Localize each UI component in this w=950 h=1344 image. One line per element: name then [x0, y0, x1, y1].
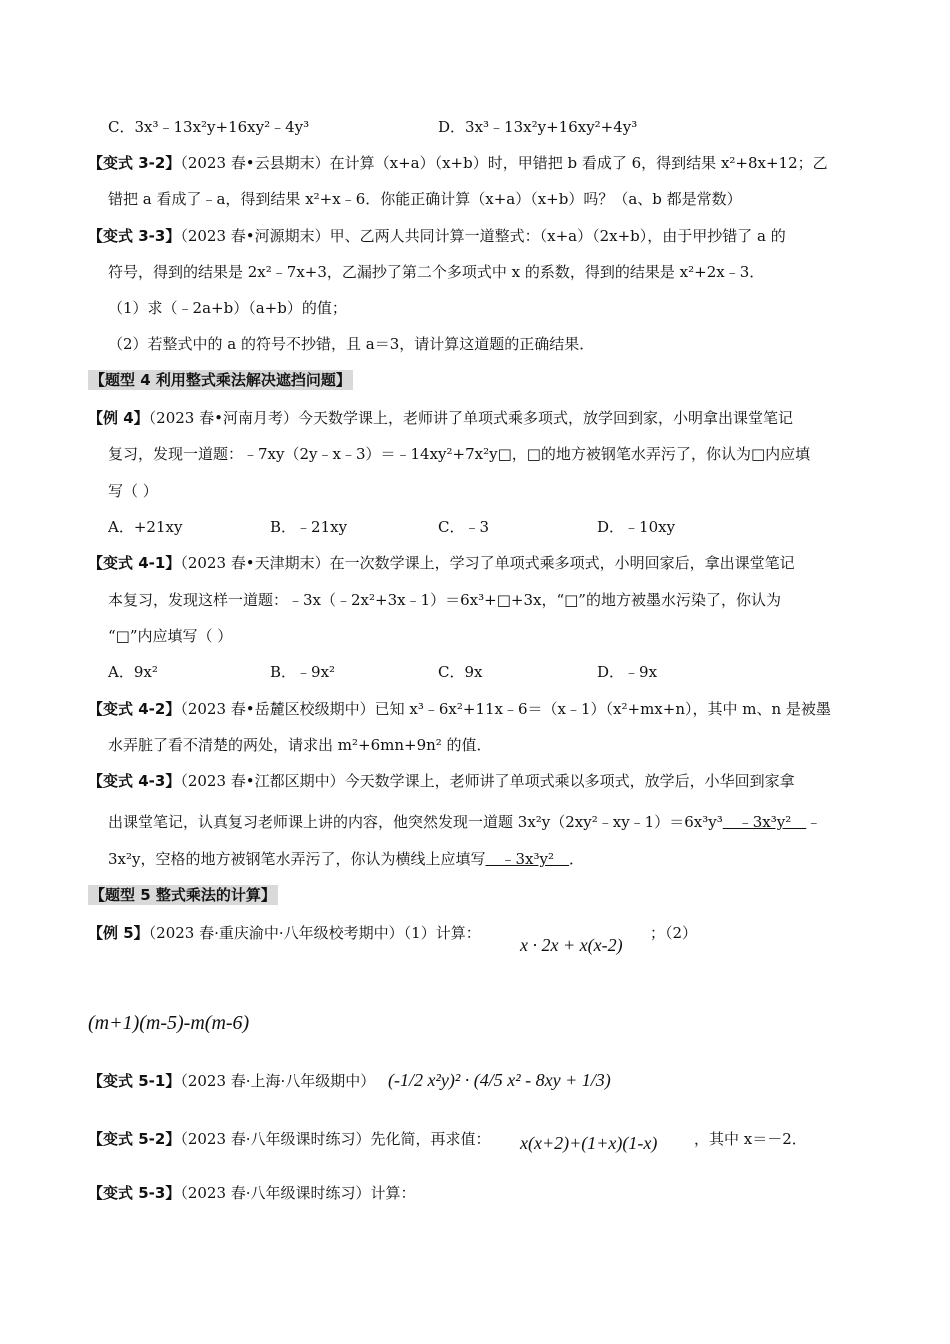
variant-text: （2023 春·八年级课时练习）计算： — [180, 1184, 416, 1202]
variant-tag: 【变式 4-1】 — [88, 554, 181, 572]
variant-5-3-line — [88, 1183, 416, 1203]
variant-5-1-expr: (-1/2 x²y)² · (4/5 x² - 8xy + 1/3) — [388, 1070, 611, 1090]
variant-4-2-line2: 水弄脏了看不清楚的两处，请求出 m²+6mn+9n² 的值． — [108, 736, 492, 754]
variant-3-3-line1 — [88, 226, 786, 246]
example-text: （2023 春·重庆渝中·八年级校考期中）（1）计算： — [148, 924, 481, 942]
example-tag: 【例 4】 — [88, 409, 149, 427]
variant-text: （2023 春•云县期末）在计算（x+a）（x+b）时，甲错把 b 看成了 6，得到结果 x²+8x+12；乙 — [180, 154, 828, 172]
example-4-option-c: C．﹣3 — [438, 518, 490, 536]
variant-4-3-line2 — [108, 812, 821, 832]
example-text: （2023 春•河南月考）今天数学课上，老师讲了单项式乘多项式，放学回到家，小明拿出课堂笔记 — [148, 409, 793, 427]
variant-4-1-option-c: C．9x — [438, 663, 483, 681]
answer-blank-1: ﹣3x³y² — [722, 813, 807, 831]
variant-text: 3x²y，空格的地方被钢笔水弄污了，你认为横线上应填写 — [108, 850, 486, 868]
variant-3-2-line2: 错把 a 看成了﹣a，得到结果 x²+x﹣6．你能正确计算（x+a）（x+b）吗？（a、b 都是常数） — [108, 190, 742, 208]
example-5-line1 — [88, 923, 481, 943]
variant-4-1-option-d: D．﹣9x — [597, 663, 658, 681]
variant-4-3-line3 — [108, 849, 584, 869]
variant-4-1-line3: “□”内应填写（ ） — [108, 627, 233, 645]
example-4-line2: 复习，发现一道题：﹣7xy（2y﹣x﹣3）＝﹣14xy²+7x²y□，□的地方被钢笔水弄污了，你认为□内应填 — [108, 445, 811, 463]
variant-text: （2023 春•河源期末）甲、乙两人共同计算一道整式：（x+a）（2x+b），由于甲抄错了 a 的 — [180, 227, 786, 245]
answer-blank-2: ﹣3x³y² — [485, 850, 570, 868]
variant-text: 出课堂笔记，认真复习老师课上讲的内容，他突然发现一道题 3x²y（2xy²﹣xy﹣1）＝6x³y³ — [108, 813, 723, 831]
option-d: D．3x³﹣13x²y+16xy²+4y³ — [438, 118, 638, 136]
variant-4-2-line1 — [88, 699, 831, 719]
example-5-separator: ；（2） — [650, 924, 698, 942]
example-4-option-a: A．+21xy — [108, 518, 183, 536]
example-4-option-d: D．﹣10xy — [597, 518, 676, 536]
variant-text: ﹣ — [806, 813, 822, 831]
variant-5-1-line — [88, 1071, 375, 1091]
variant-3-3-sub1: （1）求（﹣2a+b）（a+b）的值； — [108, 299, 347, 317]
variant-3-2-line1 — [88, 153, 828, 173]
variant-tag: 【变式 3-2】 — [88, 154, 181, 172]
variant-tag: 【变式 5-3】 — [88, 1184, 181, 1202]
example-4-line1 — [88, 408, 793, 428]
variant-tag: 【变式 4-3】 — [88, 772, 181, 790]
variant-5-2-expr: x(x+2)+(1+x)(1-x) — [520, 1133, 658, 1153]
variant-tag: 【变式 3-3】 — [88, 227, 181, 245]
variant-5-2-tail: ，其中 x＝－2． — [694, 1130, 807, 1148]
example-5-expr2: (m+1)(m-5)-m(m-6) — [88, 1012, 250, 1034]
variant-text: （2023 春•天津期末）在一次数学课上，学习了单项式乘多项式，小明回家后，拿出课堂笔记 — [180, 554, 795, 572]
variant-text: （2023 春·八年级课时练习）先化简，再求值： — [180, 1130, 491, 1148]
variant-text: （2023 春•岳麓区校级期中）已知 x³﹣6x²+11x﹣6＝（x﹣1）（x²+mx+n），其中 m、n 是被墨 — [180, 700, 831, 718]
example-4-option-b: B．﹣21xy — [270, 518, 348, 536]
variant-4-1-line1 — [88, 553, 795, 573]
variant-tag: 【变式 4-2】 — [88, 700, 181, 718]
variant-3-3-sub2: （2）若整式中的 a 的符号不抄错，且 a＝3，请计算这道题的正确结果． — [108, 335, 595, 353]
variant-4-1-line2: 本复习，发现这样一道题：﹣3x（﹣2x²+3x﹣1）＝6x³+□+3x，“□”的地方被墨水污染了，你认为 — [108, 591, 781, 609]
example-tag: 【例 5】 — [88, 924, 149, 942]
variant-4-1-option-a: A．9x² — [108, 663, 158, 681]
variant-tag: 【变式 5-1】 — [88, 1072, 181, 1090]
variant-4-1-option-b: B．﹣9x² — [270, 663, 336, 681]
variant-text: （2023 春•江都区期中）今天数学课上，老师讲了单项式乘以多项式，放学后，小华回到家拿 — [180, 772, 795, 790]
example-4-line3: 写（ ） — [108, 482, 158, 500]
variant-tag: 【变式 5-2】 — [88, 1130, 181, 1148]
section-heading-4: 【题型 4 利用整式乘法解决遮挡问题】 — [90, 371, 351, 389]
variant-3-3-line2: 符号，得到的结果是 2x²﹣7x+3，乙漏抄了第二个多项式中 x 的系数，得到的结果是 x²+2x﹣3． — [108, 263, 765, 281]
variant-5-2-line — [88, 1129, 491, 1149]
variant-4-3-line1 — [88, 771, 795, 791]
example-5-expr1: x · 2x + x(x-2) — [520, 935, 623, 955]
option-c: C．3x³﹣13x²y+16xy²﹣4y³ — [108, 118, 310, 136]
variant-text: ． — [569, 850, 585, 868]
section-heading-5: 【题型 5 整式乘法的计算】 — [90, 886, 276, 904]
variant-text: （2023 春·上海·八年级期中） — [180, 1072, 376, 1090]
